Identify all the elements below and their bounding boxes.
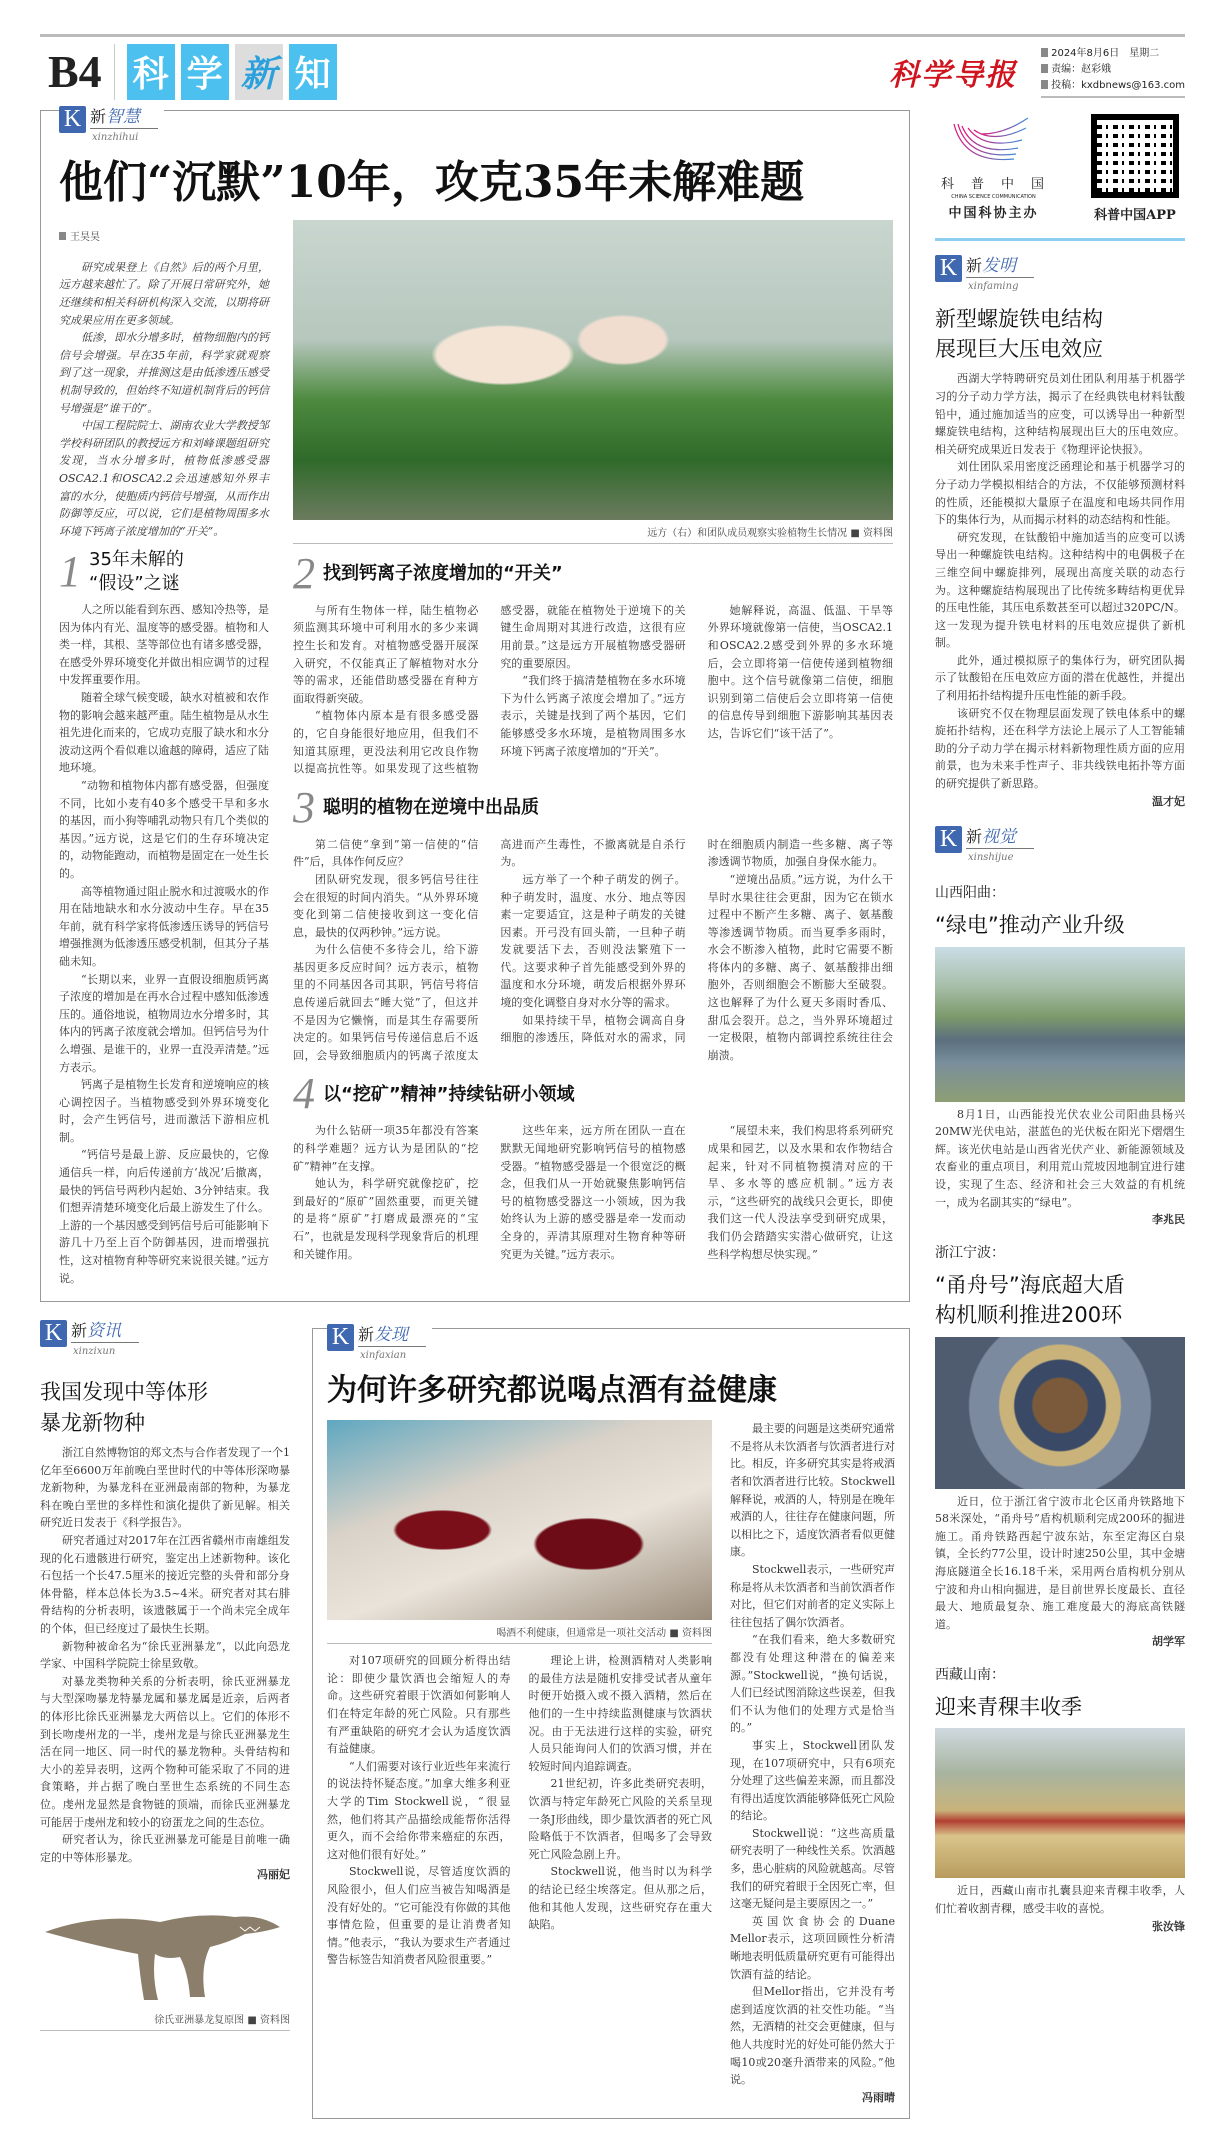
paragraph: 第二信使“拿到”第一信使的“信件”后，具体作何反应？ [293,837,479,869]
place: 山西阳曲： [935,885,1005,902]
title-line: 我国发现中等体形 [40,1380,208,1405]
paragraph: 她解释说，高温、低温、干旱等外界环境就像第一信使，当OSCA2.1和OSCA2.2感受到外界的多水环境后，会立即将第一信使传递到植物细胞中。这个信号就像第二信使，细胞识别到第二信使后会立即将第一信使的信息传导到细胞下游影响其基因表达，告诉它们“该干活了”。 [707,603,893,740]
tunnel-machine-photo [935,1337,1185,1489]
tag-label: 新 [966,255,983,275]
k-logo-icon: K [59,106,86,133]
paragraph: 她认为，科学研究就像挖矿，挖到最好的“原矿”固然重要，而更关键的是将“原矿”打磨成最漂亮的“宝石”，也就是发现科学现象背后的机理和关键作用。 [293,1177,479,1261]
paragraph: 刘仕团队采用密度泛函理论和基于机器学习的分子动力学模拟相结合的方法，不仅能够预测材料的性质，还能模拟大量原子在温度和电场共同作用下的集体行为，从而揭示材料的动态结构和性能。 [935,460,1185,527]
paragraph: 西湖大学特聘研究员刘仕团队利用基于机器学习的分子动力学方法，揭示了在经典铁电材料钛酸铅中，通过施加适当的应变，可以诱导出一种新型螺旋铁电结构，这种结构展现出巨大的压电效应。相关研究成果近日发表于《物理评论快报》。 [935,372,1185,456]
discovery-body-right [730,1420,895,2106]
tag-xinshijue [935,826,1034,869]
section-1-heading [59,548,269,595]
paragraph: 对107项研究的回顾分析得出结论：即使少量饮酒也会缩短人的寿命。这些研究着眼于饮酒如何影响人们在特定年龄的死亡风险。只有那些有严重缺陷的研究才会认为适度饮酒有益健康。 [327,1654,511,1756]
tag-label: 发明 [982,255,1017,276]
section-3-heading [293,782,893,832]
paragraph: “长期以来，业界一直假设细胞质钙离子浓度的增加是在再水合过程中感知低渗透压的。通俗地说，植物周边水分增多时，其体内的钙离子浓度就会增加。但钙信号为什么增强、是谁干的，业界一直没弄清楚。”远方表示。 [59,972,269,1074]
kepu-logo-en: CHINA SCIENCE COMMUNICATION [951,194,1036,201]
paragraph: 事实上，Stockwell团队发现，在107项研究中，只有6项充分处理了这些偏差来源，而且都没有得出适度饮酒能够降低死亡风险的结论。 [730,1738,895,1823]
discovery-left [327,1420,712,2106]
divider [114,44,115,100]
paragraph: “在我们看来，绝大多数研究都没有处理这种潜在的偏差来源。”Stockwell说，“换句话说，人们已经试图消除这些误差，但我们不认为他们的处理方式是恰当的。” [730,1633,895,1735]
section-1-body [59,601,269,1287]
title-line: 展现巨大压电效应 [935,336,1103,361]
paragraph: “钙信号是最上游、反应最快的，它像通信兵一样，向后传递前方‘战况’后撤离，最快的钙信号两秒内起始、3分钟结束。我们想弄清楚环境变化后最上游发生了什么。上游的一个基因感受到钙信号后可能影响下游几十乃至上百个防御基因，进而增强抗性，这对植物育种等研究来说很关键。”远方说。 [59,1148,269,1285]
qr-code[interactable] [1091,114,1179,198]
tag-pinyin: xinfaming [968,280,1019,292]
tag-pinyin: xinzhihui [92,132,139,143]
paragraph: “展望未来，我们构思将系列研究成果和园艺，以及水果和农作物结合起来，针对不同植物摸清对应的干旱、多水等的感应机制。”远方表示，“这些研究的战线只会更长，即使我们这一代人没法享受到研究成果，我们仍会踏踏实实潜心做研究，让这些科学构想尽快实现。” [707,1124,893,1261]
tag-pinyin: xinshijue [968,852,1014,864]
tag-label: 新 [966,827,983,847]
issue-info [1041,46,1185,98]
section-char: 学 [181,44,229,100]
tag-label: 视觉 [982,827,1017,848]
paragraph: 远方举了一个种子萌发的例子。种子萌发时，温度、水分、地点等因素一定要适宜，这是种子萌发的关键因素。开弓没有回头箭，一旦种子萌发就要活下去，否则没法繁殖下一代。这要求种子首先能感受到外界的温度和水分环境，萌发后根据外界环境的变化调整自身对水分等的需求。 [500,872,686,1010]
photo-caption: 喝酒不利健康，但通常是一项社交活动 ■ 资料图 [327,1626,712,1644]
paragraph: 团队研究发现，很多钙信号往往会在很短的时间内消失。“从外界环境变化到第二信使接收到这一变化信息，最快的仅两秒钟。”远方说。 [293,872,479,939]
k-logo-icon: K [935,255,962,282]
paragraph: 该研究不仅在物理层面发现了铁电体系中的螺旋拓扑结构，还在科学方法论上展示了人工智能辅助的分子动力学在揭示材料新物理性质方面的应用前景，也为未来手性声子、非共线铁电拓扑等方面的研究提供了新思路。 [935,706,1185,791]
title-line: 暴龙新物种 [40,1410,145,1435]
author: 冯雨晴 [862,2090,895,2104]
section-2-body [293,602,893,778]
paragraph: 8月1日，山西能投光伏农业公司阳曲县杨兴20MW光伏电站，湛蓝色的光伏板在阳光下熠熠生辉。该光伏电站是山西省光伏产业、新能源领域及农畜业的重点项目，利用荒山荒坡因地制宜进行建设，实现了生态、经济和社会三大效益的有机统一，成为名副其实的“绿电”。 [935,1107,1185,1209]
section-number: 2 [293,548,315,598]
section-4-body [293,1122,893,1263]
news-article [40,1320,290,2119]
tag-label: 资讯 [87,1321,122,1342]
paragraph: 为什么信使不多待会儿，给下游基因更多反应时间？远方表示，植物里的不同基因各司其职，钙信号将信息传递后就回去“睡大觉”了，但这并不是因为它懒惰，而是其生存需要所决定的。如果钙信号传递信息后不返回，会导致细胞质内的钙离子浓度太高进而产生毒性，不撤离就是自杀行为。 [293,837,686,1062]
paragraph: 浙江自然博物馆的郑文杰与合作者发现了一个1亿年至6600万年前晚白垩世时代的中等体形深吻暴龙新物种，为暴龙科在亚洲最南部的物种，为暴龙科在晚白垩世的多样性和演化提供了新见解。相关研究近日发表于《科学报告》。 [40,1446,290,1530]
sponsor-block [935,110,1185,234]
paragraph: 低渗，即水分增多时，植物细胞内的钙信号会增强。早在35年前，科学家就观察到了这一现象，并推测这是由低渗透压感受机制导致的，但始终不知道机制背后的钙信号增强是“谁干的”。 [59,331,269,415]
invention-title [935,304,1185,365]
section-title: 以“挖矿”精神”持续钻研小领域 [323,1083,575,1105]
author: 李兆民 [1152,1213,1185,1227]
tag-xinzixun [40,1320,139,1363]
page-number: B4 [48,45,102,97]
kepu-logo-icon [944,114,1044,176]
visual-title [935,1270,1185,1331]
section-char: 新 [235,44,283,100]
issue-date: 2024年8月6日 星期二 [1041,46,1185,62]
paragraph: “人们需要对该行业近些年来流行的说法持怀疑态度。”加拿大维多利亚大学的Tim Stockwell说，“很显然，他们将其产品描绘成能帮你活得更久，而不会给你带来癌症的东西，这对他们很有好处。” [327,1759,511,1861]
main-right-column [293,220,893,1287]
paragraph: 新物种被命名为“徐氏亚洲暴龙”，以此向恐龙学家、中国科学院院士徐星致敬。 [40,1639,290,1671]
author-name: 王昊昊 [70,231,100,243]
submit-email: 投稿：kxdbnews@163.com [1041,78,1185,94]
discovery-body-lower [327,1652,712,1969]
left-area [40,106,910,2119]
tag-label: 智慧 [106,107,141,127]
place: 浙江宁波： [935,1244,1005,1261]
tag-label: 新 [71,1321,88,1341]
paragraph: 近日，位于浙江省宁波市北仑区甬舟铁路地下58米深处，“甬舟号”盾构机顺利完成200环的掘进施工。甬舟铁路西起宁波东站，东至定海区白泉镇，全长约77公里，设计时速250公里，其中金塘海底隧道全长16.18千米，采用两台盾构机分别从宁波和舟山相向掘进，是目前世界长度最长、直径最大、地质最复杂、施工难度最大的海底高铁隧道。 [935,1494,1185,1631]
editor: 责编：赵彩娥 [1041,62,1185,78]
paragraph: 研究者认为，徐氏亚洲暴龙可能是目前唯一确定的中等体形暴龙。 [40,1833,290,1864]
sponsor-host: 中国科协主办 [948,206,1039,222]
paragraph: 理论上讲，检测酒精对人类影响的最佳方法是随机安排受试者从童年时便开始摄入或不摄入酒精，然后在他们的一生中持续监测健康与饮酒状况。由于无法进行这样的实验，研究人员只能询问人们的饮酒习惯，并在较短时间内追踪调查。 [528,1654,712,1773]
paragraph: 英国饮食协会的Duane Mellor表示，这项回顾性分析清晰地表明低质量研究更有可能得出饮酒有益的结论。 [730,1914,895,1981]
paragraph: 研究者通过对2017年在江西省赣州市南雄组发现的化石遗骸进行研究，鉴定出上述新物种。该化石包括一个长47.5厘米的接近完整的头骨和部分身体骨骼，样本总体长为3.5~4米。研究者对其右腓骨结构的分析表明，该遗骸属于一个尚未完全成年的个体，但已经度过了最快生长期。 [40,1534,290,1636]
paragraph: 随着全球气候变暖，缺水对植被和农作物的影响会越来越严重。陆生植物是从水生祖先进化而来的，它成功克服了缺水和水分波动这两个看似难以逾越的障碍，适应了陆地环境。 [59,691,269,775]
paragraph: 中国工程院院士、湖南农业大学教授邹学校科研团队的教授远方和刘峰课题组研究发现，当水分增多时，植物低渗感受器OSCA2.1和OSCA2.2会迅速感知外界丰富的水分，使胞质内钙信号增强，从而作出防御等反应，可以说，它们是植物周围多水环境下钙离子浓度增加的“开关”。 [59,419,269,538]
section-char: 科 [127,44,175,100]
title-line: “甬舟号”海底超大盾 [935,1272,1125,1297]
title-line: 新型螺旋铁电结构 [935,306,1103,331]
tag-xinfaxian [327,1324,432,1367]
paragraph: “我们终于搞清楚植物在多水环境下为什么钙离子浓度会增加了。”远方表示，关键是找到了两个基因，它们能够感受多水环境，是植物周围多水环境下钙离子浓度增加的“开关”。 [500,674,686,758]
title-line: 构机顺利推进200环 [935,1303,1123,1328]
image-caption: 徐氏亚洲暴龙复原图 ■ 资料图 [40,2013,290,2031]
paragraph: 这些年来，远方所在团队一直在默默无闻地研究影响钙信号的植物感受器。“植物感受器是一个很宽泛的概念，但我们从一开始就聚焦影响钙信号的植物感受器这一小领域，因为我始终认为上游的感受器是牵一发而动全身的，弄清其原理对生物育种等研究更为关键。”远方表示。 [500,1124,686,1261]
solar-farm-photo [935,947,1185,1102]
article-intro [59,259,269,541]
paragraph: Stockwell说：“这些高质量研究表明了一种线性关系。饮酒越多，患心脏病的风险就越高。尽管我们的研究着眼于全因死亡率，但这毫无疑问是主要原因之一。” [730,1826,895,1911]
section-4-heading [293,1069,893,1119]
newspaper-logo: 科学导报 [889,57,1018,93]
paragraph: 与所有生物体一样，陆生植物必须监测其环境中可利用水的多少来调控生长和发育。对植物感受器开展深入研究，不仅能真正了解植物对水分等的需求，还能借助感受器在育种方面取得新突破。 [293,603,479,705]
paragraph: 钙离子是植物生长发育和逆境响应的核心调控因子。当植物感受到外界环境变化时，会产生钙信号，进而激活下游相应机制。 [59,1078,269,1144]
tag-label: 发现 [374,1325,409,1346]
tag-label: 新 [358,1325,375,1345]
tag-xinfaming [935,255,1034,298]
section-3-body [293,836,893,1065]
wine-photo [327,1420,712,1620]
paragraph: 研究成果登上《自然》后的两个月里，远方越来越忙了。除了开展日常研究外，她还继续和相关科研机构深入交流，以期将研究成果应用在更多领域。 [59,260,269,327]
k-logo-icon: K [40,1320,67,1347]
divider [935,238,1185,241]
section-char: 知 [289,44,337,100]
paragraph: 如果持续干旱，植物会调高自身细胞的渗透压，降低对水的需求，同时在细胞质内制造一些多糖、离子等渗透调节物质，加强自身保水能力。 [500,837,893,1045]
visual-title: “绿电”推动产业升级 [935,913,1125,938]
headline: 他们“沉默”10年，攻克35年未解难题 [59,157,805,208]
invention-body [935,370,1185,810]
paragraph: “逆境出品质。”远方说，为什么干旱时水果往往会更甜，因为它在锁水过程中不断产生多糖、离子、氨基酸等渗透调节物质。而当夏季多雨时，水会不断渗入植物，此时它需要不断将体内的多糖、离子、氨基酸排出细胞外，否则细胞会不断膨大至破裂。这也解释了为什么夏天多雨时香瓜、甜瓜会裂开。总之，当外界环境超过一定极限，植物内部调控系统往往会崩溃。 [707,872,893,1062]
k-logo-icon: K [327,1324,354,1351]
paragraph: 但Mellor指出，它并没有考虑到适度饮酒的社交性功能。“当然，无酒精的社交会更健康，但与他人共度时光的好处可能仍然大于喝10或20毫升酒带来的风险。”他说。 [730,1985,895,2087]
paragraph: 最主要的问题是这类研究通常不是将从未饮酒者与饮酒者进行对比。相反，许多研究其实是将戒酒者和饮酒者进行比较。Stockwell解释说，戒酒的人，特别是在晚年戒酒的人，往往存在健康问题，所以相比之下，适度饮酒者看似更健康。 [730,1422,895,1559]
section-number: 1 [59,546,81,596]
paragraph: 21世纪初，许多此类研究表明，饮酒与特定年龄死亡风险的关系呈现一条J形曲线，即少量饮酒者的死亡风险略低于不饮酒者，但喝多了会导致死亡风险急剧上升。 [528,1777,712,1861]
k-logo-icon: K [935,826,962,853]
author: 张汝锋 [1152,1919,1185,1933]
news-body [40,1444,290,1884]
paragraph: “动物和植物体内都有感受器，但强度不同，比如小麦有40多个感受干旱和多水的基因，而小狗等哺乳动物只有几个类似的基因。”远方说，这是它们的生存环境决定的，动物能跑动，而植物是固定在一处生长的。 [59,779,269,880]
paragraph: 此外，通过模拟原子的集体行为，研究团队揭示了钛酸铅在压电效应方面的潜在优越性，并提出了利用拓扑结构提升压电性能的新手段。 [935,653,1185,703]
paragraph: “植物体内原本是有很多感受器的，它自身能很好地应用，但我们不知道其原理，更没法利用它改良作物以提高抗性等。如果发现了这些植物感受器，就能在植物处于逆境下的关键生命周期对其进行改造，这很有应用前景。”这是远方开展植物感受器研究的重要原因。 [293,603,686,776]
paragraph: Stockwell说，尽管适度饮酒的风险很小，但人们应当被告知喝酒是没有好处的。“它可能没有你做的其他事情危险，但重要的是让消费者知情。”他表示，“我认为要求生产者通过警告标签告知消费者风险很重要。” [327,1865,511,1967]
paragraph: Stockwell说，他当时以为科学的结论已经尘埃落定。但从那之后，他和其他人发现，这些研究存在重大缺陷。 [528,1865,712,1932]
paragraph: 为什么钻研一项35年都没有答案的科学难题？远方认为是团队的“挖矿”精神”在支撑。 [293,1124,479,1173]
tag-xinzhihui [59,106,164,149]
section-number: 3 [293,782,315,832]
main-left-column [59,220,269,1287]
author: 温才妃 [1152,794,1185,808]
header [40,34,1185,100]
byline [59,230,269,245]
main-article-frame [40,106,910,1302]
paragraph: 近日，西藏山南市扎囊县迎来青稞丰收季，人们忙着收割青稞，感受丰收的喜悦。 [935,1884,1185,1916]
kepu-logo-cn: 科 普 中 国 [941,177,1047,192]
section-title: 找到钙离子浓度增加的“开关” [323,563,563,585]
paragraph: 研究发现，在钛酸铅中施加适当的应变可以诱导出一种螺旋铁电结构。这种结构中的电偶极子在三维空间中螺旋排列，展现出高度关联的动态行为。这种螺旋结构展现出了比传统多畴结构更优异的压电性能，其压电系数甚至可以超过320PC/N。这一发现为提升铁电材料的压电效应提供了新机制。 [935,530,1185,650]
visual-title: 迎来青稞丰收季 [935,1695,1082,1720]
harvest-photo [935,1728,1185,1878]
paragraph: Stockwell表示，一些研究声称是将从未饮酒者和当前饮酒者作对比，但它们对前者的定义实际上往往包括了偶尔饮酒者。 [730,1562,895,1629]
news-title [40,1377,290,1438]
visual-item-3 [935,1665,1185,1935]
dinosaur-illustration [40,1892,285,2007]
section-title [127,44,337,100]
author: 冯丽妃 [257,1868,290,1882]
place: 西藏山南： [935,1667,1005,1684]
app-name: 科普中国APP [1094,208,1176,223]
discovery-frame [312,1324,910,2119]
photo-caption: 远方（右）和团队成员观察实验植物生长情况 ■ 资料图 [293,526,893,544]
paragraph: 人之所以能看到东西、感知冷热等，是因为体内有光、温度等的感受器。植物和人类一样，其根、茎等部位也有诸多感受器，在感受外界环境变化并做出相应调节的过程中发挥重要作用。 [59,603,269,687]
section-title: 聪明的植物在逆境中出品质 [323,797,539,819]
lab-photo [293,220,893,520]
discovery-title: 为何许多研究都说喝点酒有益健康 [327,1373,777,1409]
tag-pinyin: xinfaxian [360,1350,407,1362]
section-title: “假设”之谜 [89,572,180,594]
section-number: 4 [293,1069,315,1119]
author: 胡学军 [1152,1635,1185,1649]
tag-label: 新 [90,107,107,126]
right-sidebar [935,110,1185,2119]
tag-pinyin: xinzixun [73,1346,116,1358]
visual-item-1 [935,883,1185,1229]
paragraph: 高等植物通过阻止脱水和过渡吸水的作用在陆地缺水和水分波动中生存。早在35年前，就有科学家将低渗透压诱导的钙信号增强推测为低渗透压感受机制，但其分子基础未知。 [59,884,269,968]
section-title: 35年未解的 [89,549,184,571]
visual-item-2 [935,1243,1185,1651]
paragraph: 对暴龙类物种关系的分析表明，徐氏亚洲暴龙与大型深吻暴龙特暴龙属和暴龙属是近亲，后两者的体形比徐氏亚洲暴龙大两倍以上。它们的体形不到长吻虔州龙的一半，虔州龙是与徐氏亚洲暴龙生活在同一地区、同一时代的暴龙物种。头骨结构和大小的差异表明，这两个物种可能采取了不同的进食策略，并占据了晚白垩世生态系统的不同生态位。虔州龙显然是食物链的顶端，而徐氏亚洲暴龙可能居于虔州龙和较小的窃蛋龙之间的生态位。 [40,1674,290,1829]
section-2-heading [293,548,893,598]
